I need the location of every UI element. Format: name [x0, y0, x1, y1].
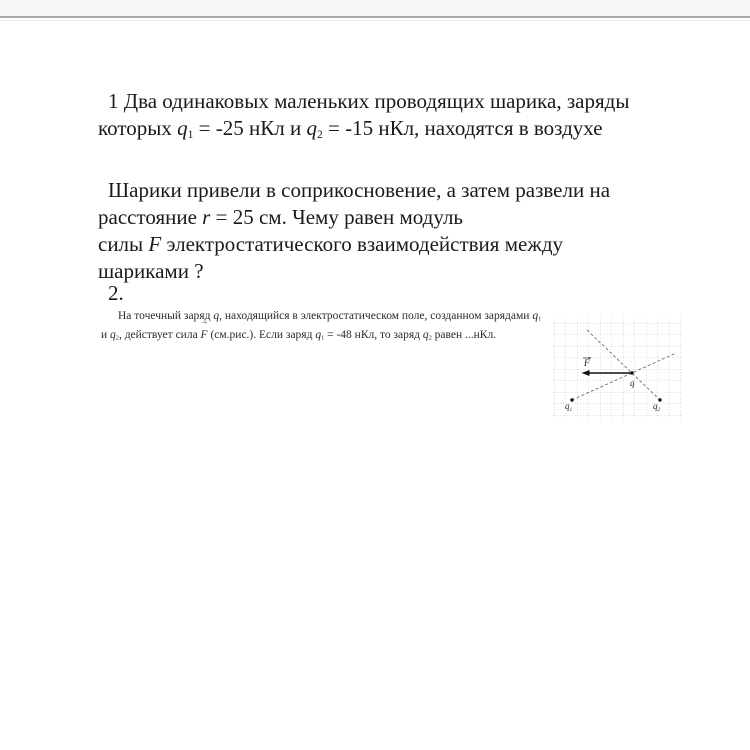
- problem-1-statement: [98, 88, 629, 142]
- charge-q-dot: [630, 371, 633, 374]
- q2-symbol: q: [653, 401, 658, 411]
- text-line: расстояние r = 25 см. Чему равен модуль: [98, 205, 463, 229]
- force-label: F: [584, 358, 590, 368]
- text-line: силы F электростатического взаимодействия между: [98, 232, 564, 256]
- physics-figure: [551, 316, 682, 422]
- problem-2-number: [98, 280, 124, 307]
- problem-1-question: [98, 177, 610, 285]
- top-bar-shadow-line: [0, 20, 750, 21]
- q1-subscript: 1: [569, 407, 573, 413]
- problem-2-statement: [101, 307, 541, 345]
- text-line: Шарики привели в соприкосновение, а затем развели на: [108, 178, 611, 202]
- q1-symbol: q: [565, 401, 570, 411]
- text-line: На точечный заряд q, находящийся в электростатическом поле, созданном зарядами $q_1$: [118, 310, 542, 323]
- grid-background: [551, 316, 682, 420]
- charge-q1-dot: [570, 398, 573, 401]
- field-diagram-svg: [551, 316, 682, 422]
- text-line: 1 Два одинаковых маленьких проводящих шарика, заряды: [108, 89, 630, 113]
- text-line: шариками ?: [98, 259, 204, 283]
- text-line: 2.: [108, 281, 124, 305]
- text-line: которых $q_1 = -25$ нКл и $q_2 = -15$ нКл, находятся в воздухе: [98, 116, 603, 141]
- text-line: и $q_2$, действует сила F → (см.рис.). Если заряд $q_1 = -48$ нКл, то заряд $q_2$ равен ...нКл.: [101, 326, 541, 345]
- charge-q2-dot: [658, 398, 661, 401]
- q2-subscript: 2: [657, 407, 661, 413]
- browser-top-bar: [0, 0, 750, 18]
- charge-q-label: q: [630, 378, 635, 388]
